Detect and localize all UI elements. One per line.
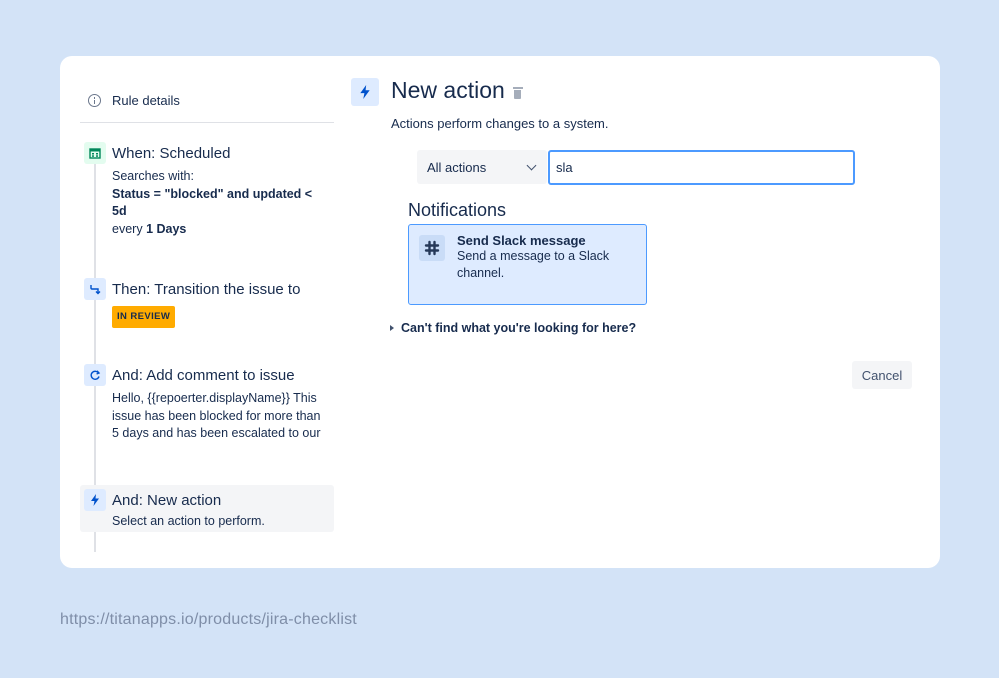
rule-details-link[interactable] — [88, 93, 180, 108]
every-value: 1 Days — [146, 221, 187, 236]
step-body: Hello, {{repoerter.displayName}} This issue has been blocked for more than 5 days and has been escalated to our — [112, 391, 321, 440]
step-title: And: New action — [112, 492, 222, 509]
every-prefix: every — [112, 221, 143, 236]
action-option-description: Send a message to a Slack channel. — [457, 249, 610, 280]
footer-url: https://titanapps.io/products/jira-checklist — [60, 611, 357, 628]
rule-step-trigger[interactable] — [80, 142, 334, 236]
action-filter-value: All actions — [427, 159, 487, 175]
step-title: And: Add comment to issue — [112, 367, 295, 384]
cant-find-label: Can't find what you're looking for here? — [401, 321, 637, 335]
chevron-down-icon — [527, 161, 537, 171]
step-query: Status = "blocked" and updated < 5d — [112, 186, 313, 218]
step-body — [112, 304, 330, 328]
step-title: Then: Transition the issue to — [112, 281, 301, 298]
rule-editor-card — [60, 56, 940, 568]
trash-icon[interactable] — [513, 87, 523, 99]
step-body: Select an action to perform. — [112, 514, 265, 528]
info-icon — [88, 94, 101, 107]
lightning-icon — [351, 78, 379, 106]
page-title — [391, 77, 523, 104]
cancel-button[interactable]: Cancel — [852, 361, 912, 389]
lightning-icon — [84, 489, 106, 511]
page-title-text: New action — [391, 77, 505, 103]
step-schedule — [112, 221, 330, 239]
action-search-input[interactable] — [548, 150, 855, 185]
transition-icon — [84, 278, 106, 300]
step-title: When: Scheduled — [112, 145, 231, 162]
rule-details-label: Rule details — [112, 93, 180, 108]
step-line: Searches with: — [112, 169, 194, 183]
page-subtitle: Actions perform changes to a system. — [391, 116, 609, 131]
cant-find-expander[interactable] — [390, 321, 636, 335]
action-filter-select[interactable] — [417, 150, 547, 184]
action-option-title: Send Slack message — [457, 233, 586, 248]
chevron-right-icon — [390, 325, 394, 331]
rule-step-transition[interactable] — [80, 278, 334, 323]
step-body — [112, 168, 330, 238]
status-lozenge: IN REVIEW — [112, 306, 175, 328]
rule-step-comment[interactable] — [80, 364, 334, 444]
slack-icon — [419, 235, 445, 261]
calendar-icon — [84, 142, 106, 164]
divider — [80, 122, 334, 123]
refresh-icon — [84, 364, 106, 386]
action-option-send-slack[interactable] — [408, 224, 647, 305]
rule-step-new-action[interactable] — [80, 485, 334, 532]
section-title-notifications: Notifications — [408, 200, 507, 220]
